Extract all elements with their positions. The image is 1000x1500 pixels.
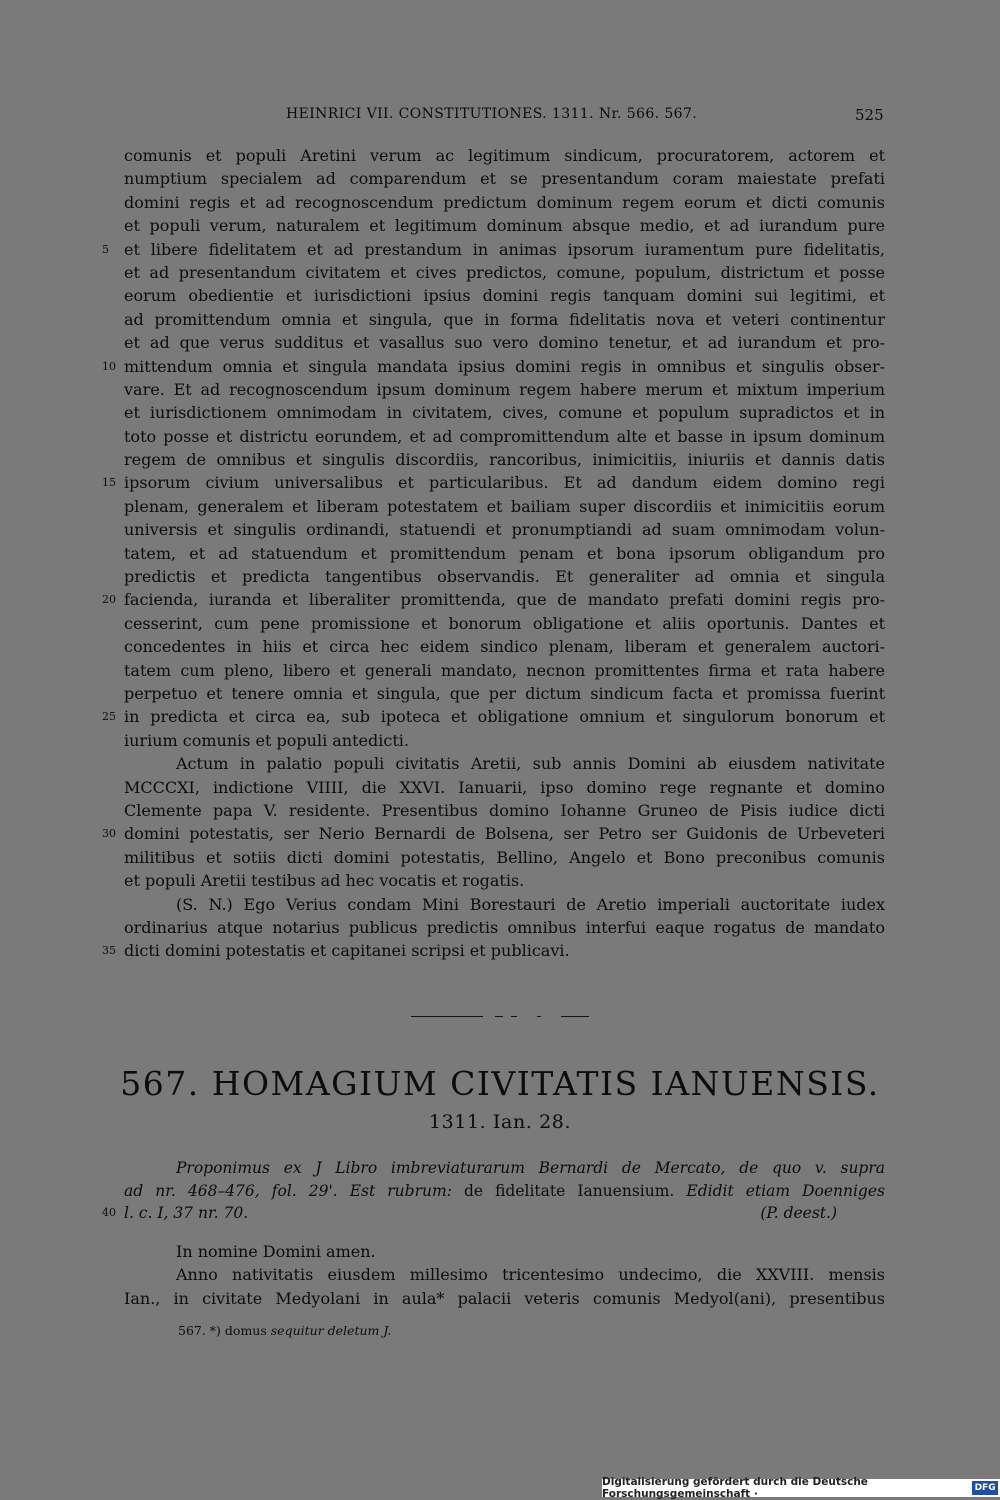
line-text: numptium specialem ad comparendum et se presentandum coram maiestate prefati [124,169,885,189]
intro-line: Proponimus ex J Libro imbreviaturarum Bernardi de Mercato, de quo v. supra [176,1159,885,1177]
line-text: et ad presentandum civitatem et cives predictos, comune, populum, districtum et posse [124,262,885,282]
line-text: MCCCXI, indictione VIIII, die XXVI. Ianuarii, ipso domino rege regnante et domino [124,777,885,797]
line-text: tatem, et ad statuendum et promittendum penam et bona ipsorum obligandum pro [124,543,885,563]
text-line [124,261,885,284]
line-number: 35 [102,944,116,958]
text-line [102,705,885,728]
line-text: ipsorum civium universalibus et particularibus. Et ad dandum eidem domino regi [124,473,885,493]
text-line [124,518,885,541]
text-line [124,401,885,424]
line-text: in predicta et circa ea, sub ipoteca et obligatione omnium et singulorum bonorum et [124,707,885,727]
text-line [124,729,885,752]
text-line [124,191,885,214]
text-line [124,635,885,658]
dfg-logo: DFG [972,1481,998,1495]
line-text: ad promittendum omnia et singula, que in forma fidelitatis nova et veteri continentur [124,309,885,329]
body-line: Anno nativitatis eiusdem millesimo tricentesimo undecimo, die XXVIII. mensis [176,1265,885,1285]
line-text: vare. Et ad recognoscendum ipsum dominum regem habere merum et mixtum imperium [124,379,885,399]
text-line [124,916,885,939]
text-line [102,238,885,261]
line-text: eorum obedientie et iurisdictioni ipsius domini regis tanquam domini sui legitimi, et [124,286,885,306]
intro-edition: Edidit etiam Doenniges [686,1181,885,1200]
text-line [124,378,885,401]
line-text: Actum in palatio populi civitatis Aretii, sub annis Domini ab eiusdem nativitate [176,754,885,774]
line-text: et populi Aretii testibus ad hec vocatis et rogatis. [124,871,525,891]
main-text-block [102,144,885,963]
intro-reference: ad nr. 468–476, fol. 29'. [124,1181,338,1200]
document-date: 1311. Ian. 28. [428,1111,572,1133]
line-text: perpetuo et tenere omnia et singula, que per dictum sindicum facta et promissa fuerint [124,683,885,703]
running-head: HEINRICI VII. CONSTITUTIONES. 1311. Nr. 566. 567. [286,106,698,122]
intro-line [124,1180,885,1203]
line-text: cesserint, cum pene promissione et bonorum obligatione et aliis oportunis. Dantes et [124,613,885,633]
dfg-funding-text: Digitalisierung gefördert durch die Deutsche Forschungsgemeinschaft · [602,1476,868,1500]
intro-tag: (P. deest.) [760,1204,837,1222]
line-text: (S. N.) Ego Verius condam Mini Borestauri de Aretio imperiali auctoritate iudex [176,894,885,914]
intro-line [102,1202,885,1225]
line-text: plenam, generalem et liberam potestatem et bailiam super discordiis et inimicitiis eorum [124,496,885,516]
text-line [124,448,885,471]
line-text: domini regis et ad recognoscendum predictum dominum regem eorum et dicti comunis [124,192,885,212]
line-text: toto posse et districtu eorundem, et ad compromittendum alte et basse in ipsum dominum [124,426,885,446]
intro-citation: l. c. I, 37 nr. 70. [124,1204,249,1222]
line-text: regem de omnibus et singulis discordiis, rancoribus, inimicitiis, iniuriis et dannis datis [124,450,885,470]
text-line [124,214,885,237]
line-text: ordinarius atque notarius publicus predictis omnibus interfui eaque rogatus de mandato [124,917,885,937]
dfg-funding-bar [602,1476,1000,1500]
text-line [124,565,885,588]
text-line [102,822,885,845]
text-line [124,167,885,190]
page-number: 525 [855,106,884,124]
text-line [124,752,885,775]
line-number: 40 [102,1206,116,1219]
footnote [178,1323,391,1338]
line-text: comunis et populi Aretini verum ac legitimum sindicum, procuratorem, actorem et [124,146,885,165]
text-line [102,939,885,962]
page-header [0,106,1000,128]
text-line [124,893,885,916]
text-line [124,144,885,167]
line-text: et libere fidelitatem et ad prestandum in animas ipsorum iuramentum pure fidelitatis, [124,239,885,259]
line-text: dicti domini potestatis et capitanei scripsi et publicavi. [124,941,570,961]
line-number: 20 [102,593,116,607]
line-text: facienda, iuranda et liberaliter promittenda, que de mandato prefati domini regis pro- [124,590,885,610]
text-line [124,308,885,331]
line-number: 5 [102,242,109,256]
footnote-text: domus [224,1323,267,1338]
line-text: universis et singulis ordinandi, statuendi et pronumptiandi ad suam omnimodam volun- [124,520,885,540]
text-line [124,284,885,307]
text-line [124,659,885,682]
body-line: In nomine Domini amen. [176,1242,376,1261]
text-line [124,869,885,892]
line-text: domini potestatis, ser Nerio Bernardi de Bolsena, ser Petro ser Guidonis de Urbeveteri [124,824,885,844]
line-text: iurium comunis et populi antedicti. [124,730,409,750]
text-line [102,355,885,378]
footnote-note: sequitur deletum J. [270,1323,392,1338]
text-line [124,846,885,869]
text-line [124,542,885,565]
document-title: 567. HOMAGIUM CIVITATIS IANUENSIS. [120,1064,880,1103]
line-text: et iurisdictionem omnimodam in civitatem, cives, comune et populum supradictos et in [124,403,885,423]
text-line [124,331,885,354]
body-line: Ian., in civitate Medyolani in aula* palacii veteris comunis Medyol(ani), presentibus [124,1288,885,1308]
section-divider [411,1016,589,1017]
text-line [124,776,885,799]
intro-rubric-label: Est rubrum: [349,1181,452,1200]
line-text: et ad que verus sudditus et vasallus suo vero domino tenetur, et ad iurandum et pro- [124,333,885,353]
line-number: 15 [102,476,116,490]
line-number: 25 [102,710,116,724]
line-text: Clemente papa V. residente. Presentibus domino Iohanne Gruneo de Pisis iudice dicti [124,800,885,820]
editorial-introduction [102,1157,885,1225]
text-line [102,588,885,611]
line-text: militibus et sotiis dicti domini potestatis, Bellino, Angelo et Bono preconibus comunis [124,847,885,867]
line-number: 30 [102,827,116,841]
line-text: et populi verum, naturalem et legitimum dominum absque medio, et ad iurandum pure [124,216,885,236]
text-line [124,425,885,448]
text-line [124,799,885,822]
footnote-ref: 567. *) [178,1323,221,1338]
intro-rubric-text: de fidelitate Ianuensium. [463,1181,675,1200]
line-text: tatem cum pleno, libero et generali mandato, necnon promittentes firma et rata habere [124,660,885,680]
line-text: concedentes in hiis et circa hec eidem sindico plenam, liberam et generalem auctori- [124,637,885,657]
text-line [124,612,885,635]
text-line [102,471,885,494]
text-line [124,495,885,518]
line-number: 10 [102,359,116,373]
document-body [124,1240,885,1310]
text-line [124,682,885,705]
line-text: predictis et predicta tangentibus observandis. Et generaliter ad omnia et singula [124,567,885,587]
line-text: mittendum omnia et singula mandata ipsius domini regis in omnibus et singulis obser- [124,356,885,376]
